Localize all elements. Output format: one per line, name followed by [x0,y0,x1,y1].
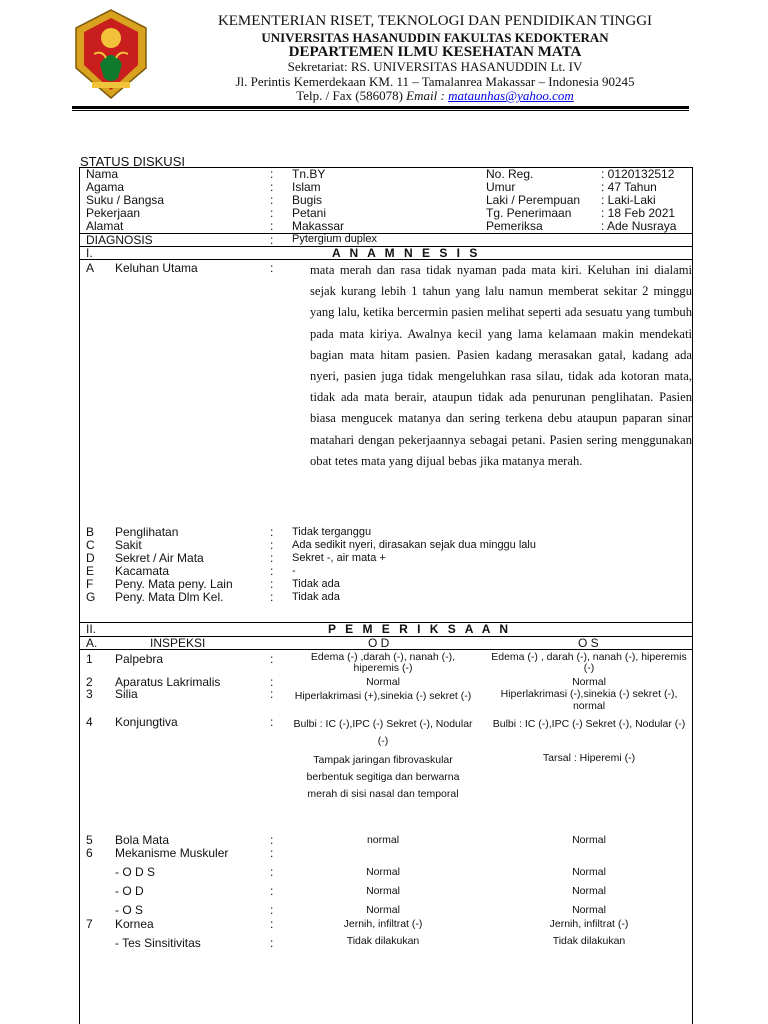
colon: : [270,917,274,931]
item-value: Sekret -, air mata + [292,552,386,564]
od-value: normal [366,834,400,846]
header-email-label: Email : [406,88,449,103]
row-label: Palpebra [115,652,164,666]
patient-label: Agama [86,180,125,194]
colon: : [270,577,274,591]
row-label: Mekanisme Muskuler [115,846,229,860]
patient-value: : 0120132512 [601,167,675,181]
header-ministry: KEMENTERIAN RISET, TEKNOLOGI DAN PENDIDIKAN TINGGI [217,13,653,29]
od-value: Normal [366,866,400,878]
item-value: - [292,565,296,577]
row-label: Silia [115,687,138,701]
os-value: Bulbi : IC (-),IPC (-) Sekret (-), Nodular (-) [492,718,686,730]
row-label: Bola Mata [115,833,170,847]
pemeriksaan-title: P E M E R I K S A A N [328,622,512,636]
od-value: Bulbi : IC (-),IPC (-) Sekret (-), Nodular (-) [293,718,473,747]
inspeksi-label: INSPEKSI [150,636,206,650]
item-letter: D [86,551,95,565]
item-label: Sekret / Air Mata [115,551,204,565]
od-value: Normal [366,676,400,688]
header-telp: Telp. / Fax (586078) [296,88,407,103]
colon: : [270,652,274,666]
row-number: 4 [86,715,93,729]
colon: : [270,261,274,275]
item-label: Kacamata [115,564,170,578]
patient-value: Islam [292,180,321,194]
row-number: 1 [86,652,93,666]
header-address: Jl. Perintis Kemerdekaan KM. 11 – Tamalanrea Makassar – Indonesia 90245 [235,74,635,89]
od-header: O D [368,636,390,650]
row-label: Konjungtiva [115,715,178,729]
od-value: Hiperlakrimasi (+),sinekia (-) sekret (-) [294,690,472,702]
patient-value: Petani [292,206,327,220]
colon: : [270,538,274,552]
colon: : [270,590,274,604]
item-value: Tidak terganggu [292,526,372,538]
row-label: Kornea [115,917,154,931]
os-value-extra: Tarsal : Hiperemi (-) [542,752,636,764]
colon: : [270,219,274,233]
colon: : [270,675,274,689]
patient-label: Alamat [86,219,124,233]
od-value-extra: Tampak jaringan fibrovaskular berbentuk segitiga dan berwarna merah di sisi nasal dan temporal [306,754,460,800]
colon: : [270,884,274,898]
header-rule-thick [72,106,689,109]
os-value: Normal [572,834,606,846]
os-value: Tidak dilakukan [552,935,626,947]
os-value: Normal [572,904,606,916]
colon: : [270,193,274,207]
colon: : [270,525,274,539]
diagnosis-label: DIAGNOSIS [86,233,153,247]
od-value: Tidak dilakukan [346,935,420,947]
os-header: O S [578,636,599,650]
item-label: Penglihatan [115,525,179,539]
divider [79,233,693,234]
header-rule-thin [72,110,689,111]
item-letter: C [86,538,95,552]
colon: : [270,167,274,181]
colon: : [270,206,274,220]
os-value: Normal [572,866,606,878]
item-letter: F [86,577,94,591]
item-label: Sakit [115,538,142,552]
colon: : [270,551,274,565]
row-label: Aparatus Lakrimalis [115,675,221,689]
patient-label: Nama [86,167,119,181]
header-secretariat: Sekretariat: RS. UNIVERSITAS HASANUDDIN Lt. IV [287,59,583,74]
colon: : [270,180,274,194]
row-number: 2 [86,675,93,689]
item-value: Tidak ada [292,578,340,590]
colon: : [270,564,274,578]
status-title: STATUS DISKUSI [80,154,185,169]
item-value: Tidak ada [292,591,340,603]
item-letter: A [86,261,95,275]
item-letter: B [86,525,95,539]
item-label: Peny. Mata Dlm Kel. [115,590,224,604]
row-number: 5 [86,833,93,847]
os-value: Hiperlakrimasi (-),sinekia (-) sekret (-), normal [500,688,678,712]
header-university: UNIVERSITAS HASANUDDIN FAKULTAS KEDOKTERAN [261,30,609,45]
patient-label: Tg. Penerimaan [486,206,572,220]
os-value: Normal [572,885,606,897]
os-value: Edema (-) , darah (-), nanah (-), hiperemis (-) [491,651,687,674]
patient-value: : 47 Tahun [601,180,657,194]
patient-label: Pemeriksa [486,219,543,233]
patient-value: : Ade Nusraya [601,219,677,233]
row-number: 7 [86,917,93,931]
os-value: Normal [572,676,606,688]
patient-value: Tn.BY [292,167,326,181]
patient-value: Makassar [292,219,345,233]
item-letter: E [86,564,95,578]
od-value: Edema (-) ,darah (-), nanah (-), hiperemis (-) [310,651,456,674]
od-value: Jernih, infiltrat (-) [343,918,423,930]
keluhan-text: mata merah dan rasa tidak nyaman pada mata kiri. Keluhan ini dialami sejak kurang lebih 1 tahun yang lalu namun memberat sekitar 2 minggu yang lalu, ketika bercermin pasien melihat seperti ada sesuatu yang tumbuh pada mata kiriya. Awalnya kecil yang lama kelamaan makin mendekati bagian mata hitam pasien. Pasien kadang merasakan gatal, kadang ada nyeri, pasien juga tidak mengeluhkan rasa silau, tidak ada kotoran mata, tidak ada mata berair, ataupun tidak ada penurunan penglihatan. Pasien biasa mengucek matanya dan sering terkena debu ataupun paparan sinar matahari dengan pekerjaannya sebagai petani. Pasien sering menggunakan obat tetes mata yang dijual bebas jika matanya merah. [310,263,692,468]
patient-label: Laki / Perempuan [486,193,581,207]
row-label: - O S [115,903,144,917]
row-label: - Tes Sinsitivitas [115,936,201,950]
row-label: - O D S [115,865,156,879]
item-label: Peny. Mata peny. Lain [115,577,233,591]
colon: : [270,715,274,729]
inspeksi-letter: A. [86,636,98,650]
os-value: Jernih, infiltrat (-) [549,918,629,930]
patient-label: No. Reg. [486,167,534,181]
patient-label: Suku / Bangsa [86,193,165,207]
header-department: DEPARTEMEN ILMU KESEHATAN MATA [288,44,582,60]
patient-value: : Laki-Laki [601,193,656,207]
row-number: 6 [86,846,93,860]
item-value: Ada sedikit nyeri, dirasakan sejak dua minggu lalu [292,539,536,551]
colon: : [270,833,274,847]
od-value: Normal [366,904,400,916]
patient-value: Bugis [292,193,323,207]
header-contact [150,88,720,104]
section-number: I. [86,246,93,260]
diagnosis-value: Pytergium duplex [292,233,377,245]
row-label: - O D [115,884,144,898]
anamnesis-title: A N A M N E S I S [332,246,481,260]
patient-value: : 18 Feb 2021 [601,206,676,220]
university-logo-icon [72,8,150,100]
colon: : [270,865,274,879]
colon: : [270,936,274,950]
od-value: Normal [366,885,400,897]
section-number: II. [86,622,97,636]
colon: : [270,687,274,701]
keluhan-label: Keluhan Utama [115,261,198,275]
patient-label: Pekerjaan [86,206,141,220]
item-letter: G [86,590,96,604]
colon: : [270,903,274,917]
colon: : [270,233,274,247]
patient-label: Umur [486,180,516,194]
email-link[interactable]: mataunhas@yahoo.com [448,88,574,103]
colon: : [270,846,274,860]
row-number: 3 [86,687,93,701]
